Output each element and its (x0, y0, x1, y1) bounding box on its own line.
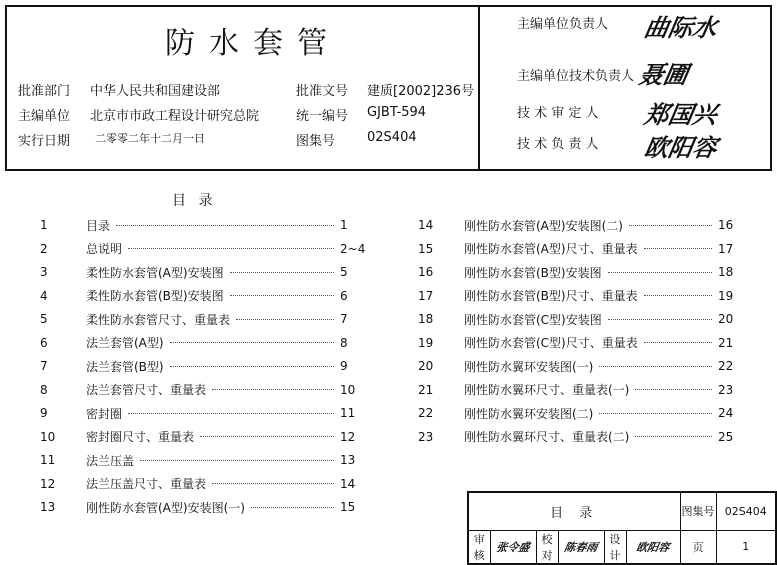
field-label: 主编单位 (18, 109, 71, 124)
toc-item (40, 333, 370, 353)
toc-item (418, 286, 748, 306)
field-label: 图集号 (296, 134, 336, 149)
toc-label: 法兰压盖尺寸、重量表 (86, 477, 207, 491)
field-value: 02S404 (367, 130, 417, 145)
toc-item (40, 474, 370, 494)
toc-leader (599, 366, 712, 367)
toc-page: 1 (340, 218, 348, 232)
toc-number: 8 (40, 382, 48, 397)
page-label: 页 (680, 530, 716, 564)
toc-leader (170, 342, 334, 343)
toc-label: 刚性防水套管(A型)安装图(一) (86, 500, 245, 515)
field-value: 二零零二年十二月一日 (95, 132, 205, 145)
toc-item (418, 239, 748, 259)
toc-label: 刚性防水套管(A型)安装图(二) (464, 218, 623, 233)
toc-label: 刚性防水翼环安装图(一) (464, 359, 594, 374)
toc-item (418, 403, 748, 423)
toc-item (418, 262, 748, 282)
toc-label: 刚性防水套管(A型)尺寸、重量表 (464, 242, 638, 256)
toc-page: 8 (340, 335, 348, 350)
toc-number: 6 (40, 335, 48, 350)
toc-label: 目录 (86, 218, 111, 233)
toc-label: 刚性防水套管(C型)安装图 (464, 312, 602, 327)
toc-page: 9 (340, 359, 348, 373)
toc-page: 24 (718, 406, 734, 420)
toc-label: 柔性防水套管尺寸、重量表 (86, 312, 231, 327)
toc-item (40, 215, 370, 235)
toc-page: 18 (718, 265, 734, 279)
toc-page: 7 (340, 312, 348, 326)
toc-page: 21 (718, 335, 734, 350)
toc-item (40, 239, 370, 259)
toc-number: 22 (418, 406, 434, 420)
toc-number: 5 (40, 312, 48, 326)
toc-item (418, 309, 748, 329)
field-label: 实行日期 (18, 134, 71, 149)
toc-number: 10 (40, 429, 56, 444)
toc-leader (116, 225, 334, 226)
toc-leader (644, 248, 712, 249)
toc-number: 7 (40, 359, 48, 373)
sheet-title: 目 录 (468, 492, 680, 530)
toc-number: 9 (40, 406, 48, 420)
toc-item (40, 497, 370, 517)
signature-role: 主编单位技术负责人 (517, 69, 635, 84)
toc-page: 12 (340, 429, 356, 444)
toc-page: 11 (340, 406, 356, 420)
toc-label: 法兰压盖 (86, 453, 135, 468)
toc-number: 2 (40, 241, 48, 256)
toc-leader (170, 366, 334, 367)
signature: 曲际水 (642, 13, 720, 42)
design-label: 设计 (604, 530, 626, 564)
toc-label: 刚性防水套管(C型)尺寸、重量表 (464, 336, 638, 350)
toc-page: 6 (340, 288, 348, 303)
toc-leader (644, 295, 712, 296)
toc-item (40, 286, 370, 306)
toc-leader (608, 319, 712, 320)
signature: 欧阳容 (642, 133, 720, 162)
toc-number: 23 (418, 429, 434, 444)
toc-number: 11 (40, 453, 56, 467)
toc-label: 刚性防水翼环安装图(二) (464, 406, 594, 421)
toc-number: 4 (40, 288, 48, 303)
toc-page: 5 (340, 265, 348, 279)
toc-item (418, 215, 748, 235)
toc-item (40, 450, 370, 470)
toc-number: 17 (418, 288, 434, 303)
signature-role: 主编单位负责人 (517, 17, 609, 32)
toc-leader (212, 483, 334, 484)
atlas-label: 图集号 (680, 492, 716, 530)
toc-label: 法兰套管(A型) (86, 336, 164, 350)
toc-page: 19 (718, 288, 734, 303)
field-label: 批准文号 (296, 84, 349, 99)
toc-label: 刚性防水翼环尺寸、重量表(二) (464, 430, 630, 444)
design-signature: 欧阳容 (623, 530, 683, 564)
toc-number: 19 (418, 335, 434, 350)
toc-leader (212, 389, 334, 390)
toc-leader (230, 295, 334, 296)
toc-leader (599, 413, 712, 414)
toc-page: 14 (340, 476, 356, 491)
toc-page: 23 (718, 382, 734, 397)
toc-label: 柔性防水套管(A型)安装图 (86, 265, 224, 280)
toc-leader (128, 413, 334, 414)
toc-item (40, 403, 370, 423)
toc-leader (200, 436, 334, 437)
toc-item (418, 380, 748, 400)
page-title: 防水套管 (165, 26, 341, 61)
toc-number: 15 (418, 241, 434, 256)
atlas-value: 02S404 (716, 492, 776, 530)
toc-item (40, 427, 370, 447)
check-label: 校对 (536, 530, 558, 564)
signature: 聂圃 (637, 60, 691, 89)
check-signature: 陈春雨 (555, 530, 607, 564)
toc-leader (635, 389, 712, 390)
toc-label: 法兰套管尺寸、重量表 (86, 383, 207, 397)
toc-leader (140, 460, 334, 461)
toc-number: 1 (40, 218, 48, 232)
page-value: 1 (716, 530, 776, 564)
toc-number: 3 (40, 265, 48, 279)
toc-item (418, 427, 748, 447)
field-value: 北京市市政工程设计研究总院 (90, 109, 260, 124)
toc-item (40, 262, 370, 282)
toc-page: 17 (718, 241, 734, 256)
toc-page: 20 (718, 312, 734, 326)
title-block (467, 491, 777, 565)
toc-item (40, 380, 370, 400)
toc-label: 密封圈 (86, 406, 123, 421)
toc-leader (128, 248, 334, 249)
toc-label: 刚性防水翼环尺寸、重量表(一) (464, 383, 630, 397)
toc-item (418, 356, 748, 376)
toc-page: 2~4 (340, 241, 366, 256)
toc-leader (635, 436, 712, 437)
toc-label: 法兰套管(B型) (86, 359, 164, 374)
toc-page: 22 (718, 359, 734, 373)
toc-page: 16 (718, 218, 734, 232)
toc-leader (230, 272, 334, 273)
toc-number: 21 (418, 382, 434, 397)
field-value: 中华人民共和国建设部 (90, 84, 221, 99)
toc-label: 刚性防水套管(B型)安装图 (464, 265, 602, 280)
toc-leader (251, 507, 334, 508)
review-label: 审核 (468, 530, 490, 564)
toc-number: 12 (40, 476, 56, 491)
toc-number: 14 (418, 218, 434, 232)
toc-label: 刚性防水套管(B型)尺寸、重量表 (464, 289, 638, 303)
toc-page: 13 (340, 453, 356, 467)
signature-role: 技 术 审 定 人 (517, 106, 599, 121)
field-value: GJBT-594 (367, 105, 427, 120)
toc-leader (644, 342, 712, 343)
toc-number: 16 (418, 265, 434, 279)
toc-page: 25 (718, 429, 734, 444)
toc-leader (236, 319, 334, 320)
toc-item (418, 333, 748, 353)
toc-heading: 目 录 (172, 193, 217, 209)
signature: 郑国兴 (642, 100, 720, 129)
toc-number: 13 (40, 500, 56, 514)
toc-number: 20 (418, 359, 434, 373)
review-signature: 张令盛 (487, 530, 539, 564)
toc-item (40, 309, 370, 329)
field-label: 统一编号 (296, 109, 349, 124)
field-label: 批准部门 (18, 84, 71, 99)
toc-number: 18 (418, 312, 434, 326)
toc-leader (608, 272, 712, 273)
toc-page: 10 (340, 382, 356, 397)
toc-item (40, 356, 370, 376)
toc-label: 密封圈尺寸、重量表 (86, 430, 195, 444)
signature-role: 技 术 负 责 人 (517, 137, 599, 152)
field-value: 建质[2002]236号 (367, 84, 475, 99)
toc-page: 15 (340, 500, 356, 514)
toc-leader (629, 225, 712, 226)
toc-label: 柔性防水套管(B型)安装图 (86, 289, 224, 303)
toc-label: 总说明 (86, 242, 123, 256)
